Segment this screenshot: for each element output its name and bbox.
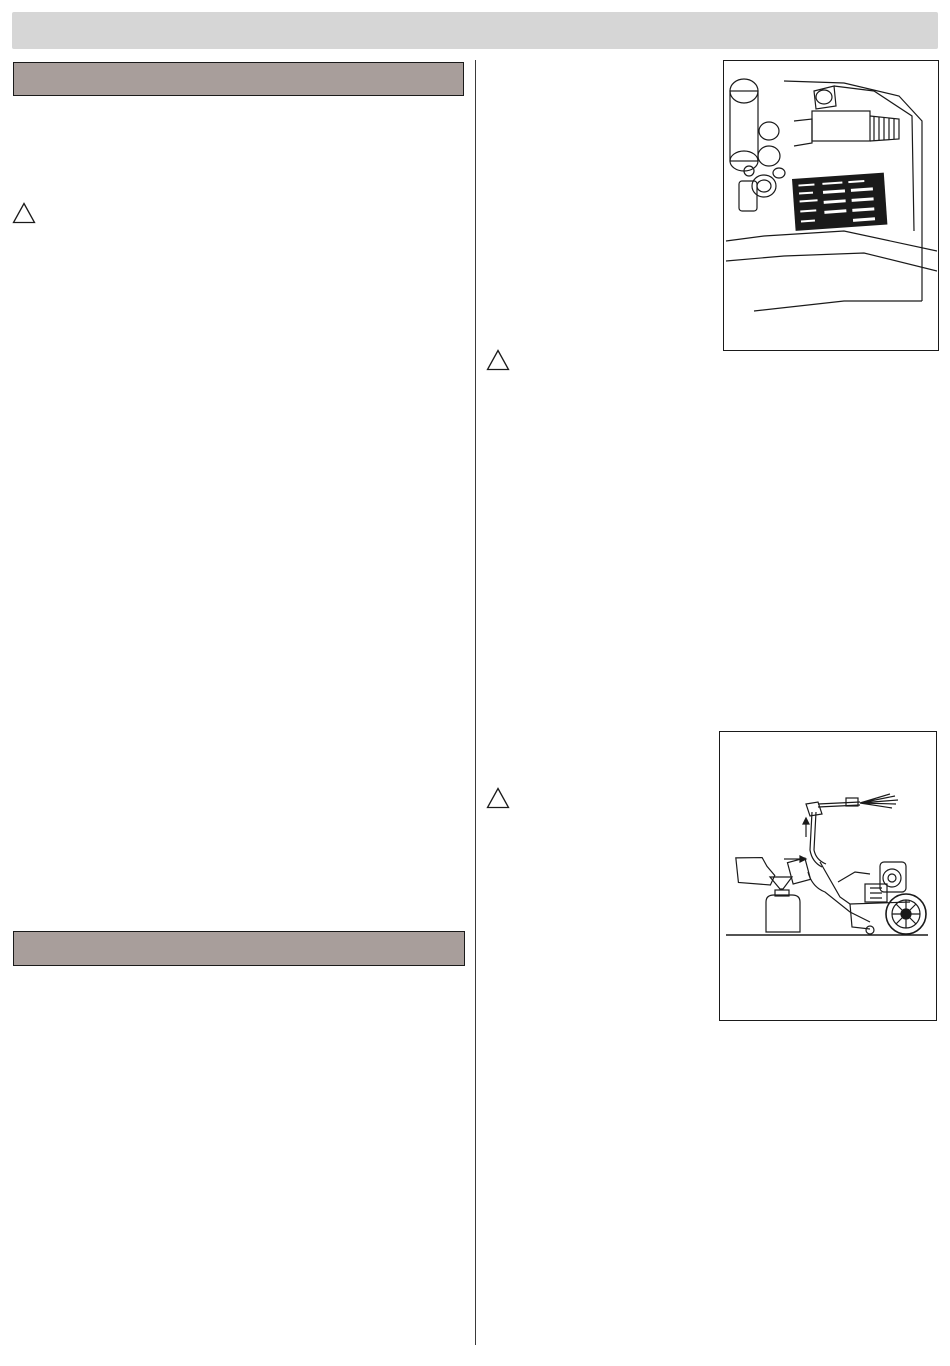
section-header-1 [13,62,464,96]
warning-triangle-icon [486,349,510,371]
warning-triangle-icon [486,787,510,809]
pump-connection-illustration [724,61,937,349]
section-header-2 [13,931,465,966]
pump-connection-figure [723,60,939,351]
page-header-bar [12,12,938,49]
pressure-washer-figure [719,731,937,1021]
warning-triangle-icon [12,202,36,224]
pressure-washer-illustration [720,732,935,1019]
column-divider [475,60,476,1345]
